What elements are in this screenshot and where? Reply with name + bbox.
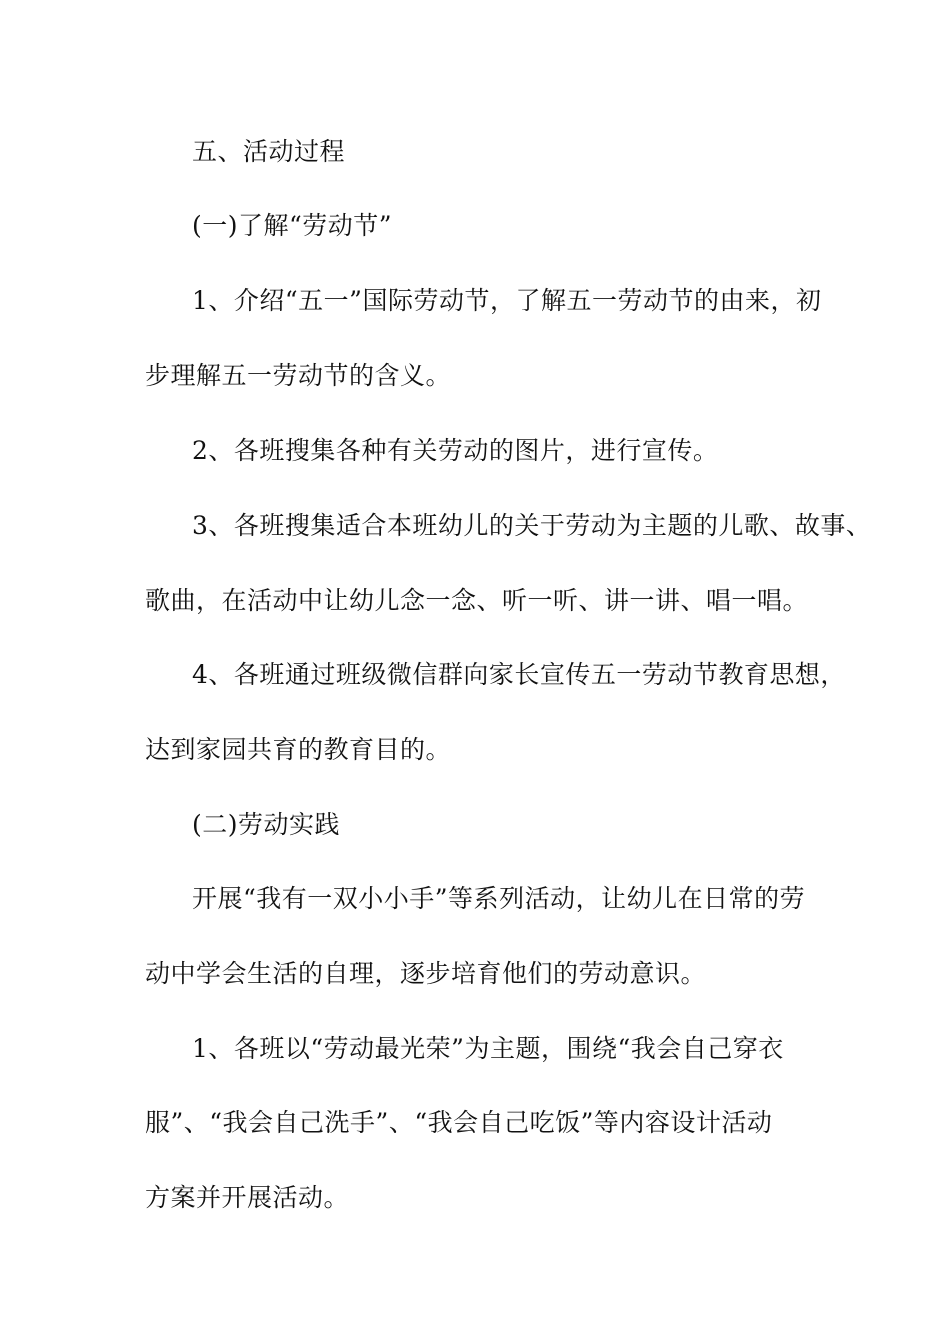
paragraph-line: 4、各班通过班级微信群向家长宣传五一劳动节教育思想， [192,660,846,689]
paragraph-line: 达到家园共育的教育目的。 [145,735,452,764]
paragraph-line: 3、各班搜集适合本班幼儿的关于劳动为主题的儿歌、故事、 [192,511,872,540]
subsection-heading: (一)了解“劳动节” [192,211,393,240]
paragraph-line: 开展“我有一双小小手”等系列活动，让幼儿在日常的劳 [192,884,806,913]
subsection-heading: (二)劳动实践 [192,810,341,839]
paragraph-line: 1、介绍“五一”国际劳动节，了解五一劳动节的由来，初 [192,286,822,315]
section-heading: 五、活动过程 [192,137,346,166]
paragraph-line: 步理解五一劳动节的含义。 [145,361,452,390]
paragraph-line: 2、各班搜集各种有关劳动的图片，进行宣传。 [192,436,719,465]
paragraph-line: 服”、“我会自己洗手”、“我会自己吃饭”等内容设计活动 [145,1108,773,1137]
paragraph-line: 方案并开展活动。 [145,1183,350,1212]
paragraph-line: 动中学会生活的自理，逐步培育他们的劳动意识。 [145,959,707,988]
paragraph-line: 1、各班以“劳动最光荣”为主题，围绕“我会自己穿衣 [192,1034,784,1063]
paragraph-line: 歌曲，在活动中让幼儿念一念、听一听、讲一讲、唱一唱。 [145,586,809,615]
